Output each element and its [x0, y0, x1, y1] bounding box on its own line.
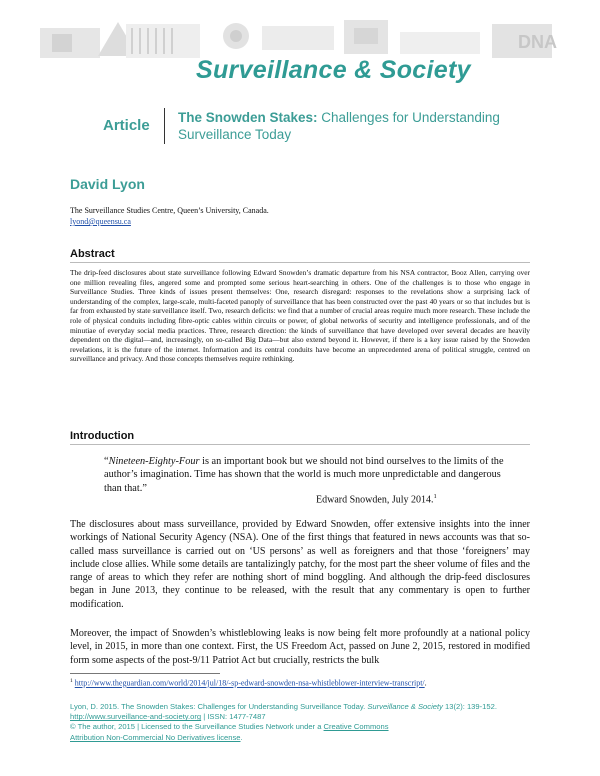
- abstract-text: The drip-feed disclosures about state surveillance following Edward Snowden’s dramatic departure from his NSA contractor, Booz Allen, carrying over one million revealing files, angered some and prompted some serious heart-searching in others. One of the challenges is to those who engage in Surveillance Studies. Three kinds of issues present themselves: One, research disregard: responses to the revelations show a surprising lack of understanding of the complex, large-scale, multi-faceted panoply of surveillance that has been constructed over the past 40 years or so that includes but is far from exhausted by state surveillance itself. Two, research deficits: we find that a number of crucial areas require much more research. These include the role of physical conduits including fibre-optic cables within circuits or power, of global networks of security and intelligence professionals, and of the minutiae of everyday social media practices. Three, research direction: the kinds of surveillance that have developed over several decades are heavily dependent on the digital—and, increasingly, on so-called Big Data—but also extend beyond it. However, if there is a key issue raised by the Snowden revelations, it is the future of the internet. Information and its central conduits have become an unprecedented arena of political struggle, centred on surveillance and privacy. And those concepts themselves require rethinking.: [70, 268, 530, 364]
- quote-attribution: [316, 493, 437, 505]
- article-type-label: Article: [103, 117, 150, 134]
- citation-volume: 13(2): 139-152.: [442, 702, 497, 711]
- citation-block: [70, 702, 530, 743]
- article-title: [178, 109, 558, 143]
- introduction-heading: Introduction: [70, 430, 530, 445]
- footnote-tail: .: [424, 678, 427, 688]
- body-paragraph: The disclosures about mass surveillance, provided by Edward Snowden, offer extensive insights into the inner workings of National Security Agency (NSA). One of the first things that featured in news accounts was that so-called mass surveillance is carried out on ‘US persons’ as well as foreigners and that those ‘foreigners’ may include close allies. While some details are tantalizingly patchy, for the most part the sheer volume of files and the range of areas to which they refer are nothing short of mind boggling. And although the drip-feed disclosures began in June 2013, they continue to be released, with the result that any commentary is open to further modification.: [70, 519, 530, 610]
- footnote: [70, 678, 427, 688]
- body-paragraph: Moreover, the impact of Snowden’s whistleblowing leaks is now being felt more profoundly at a national policy level, in 2015, in more than one context. First, the US Freedom Act, passed on June 2, 2015, restored in modified form some aspects of the post-9/11 Patriot Act but crucially, restricts the bulk: [70, 628, 530, 666]
- footnote-reference[interactable]: 1: [433, 493, 437, 500]
- creative-commons-link[interactable]: Creative Commons: [323, 722, 389, 732]
- author-name: David Lyon: [70, 176, 145, 192]
- abstract-heading: Abstract: [70, 248, 530, 263]
- author-affiliation: The Surveillance Studies Centre, Queen’s University, Canada.: [70, 206, 269, 215]
- license-name-link[interactable]: Attribution Non-Commercial No Derivatives license: [70, 732, 241, 742]
- license-tail: .: [240, 732, 243, 742]
- quote-attribution-text: Edward Snowden, July 2014.: [316, 494, 434, 506]
- article-title-rest: Challenges for Understanding Surveillance Today: [178, 110, 500, 142]
- journal-website-link[interactable]: http://www.surveillance-and-society.org: [70, 712, 202, 722]
- header-divider: [164, 108, 165, 144]
- citation-issn: | ISSN: 1477-7487: [201, 712, 266, 722]
- footnote-divider: [70, 673, 220, 674]
- masthead-dna-text: DNA: [518, 32, 557, 52]
- author-email-link[interactable]: lyond@queensu.ca: [70, 217, 131, 226]
- article-title-bold: The Snowden Stakes:: [178, 110, 318, 125]
- footnote-mark: 1: [70, 678, 73, 684]
- quote-book-title: Nineteen-Eighty-Four: [108, 456, 200, 467]
- quote-open-mark: “: [104, 456, 109, 467]
- epigraph-quote: [104, 455, 504, 495]
- footnote-link[interactable]: http://www.theguardian.com/world/2014/jul/18/-sp-edward-snowden-nsa-whistleblower-interview-transcript/: [74, 678, 425, 688]
- journal-title: Surveillance & Society: [196, 56, 471, 84]
- quote-text: is an important book but we should not bind ourselves to the limits of the author’s imagination. Time has shown that the world is much more unpredictable and dangerous than that.”: [104, 456, 504, 494]
- citation-journal: Surveillance & Society: [367, 702, 443, 711]
- license-prefix: © The author, 2015 | Licensed to the Surveillance Studies Network under a: [70, 722, 324, 732]
- journal-masthead: [0, 0, 600, 92]
- citation-reference: Lyon, D. 2015. The Snowden Stakes: Challenges for Understanding Surveillance Today.: [70, 702, 368, 711]
